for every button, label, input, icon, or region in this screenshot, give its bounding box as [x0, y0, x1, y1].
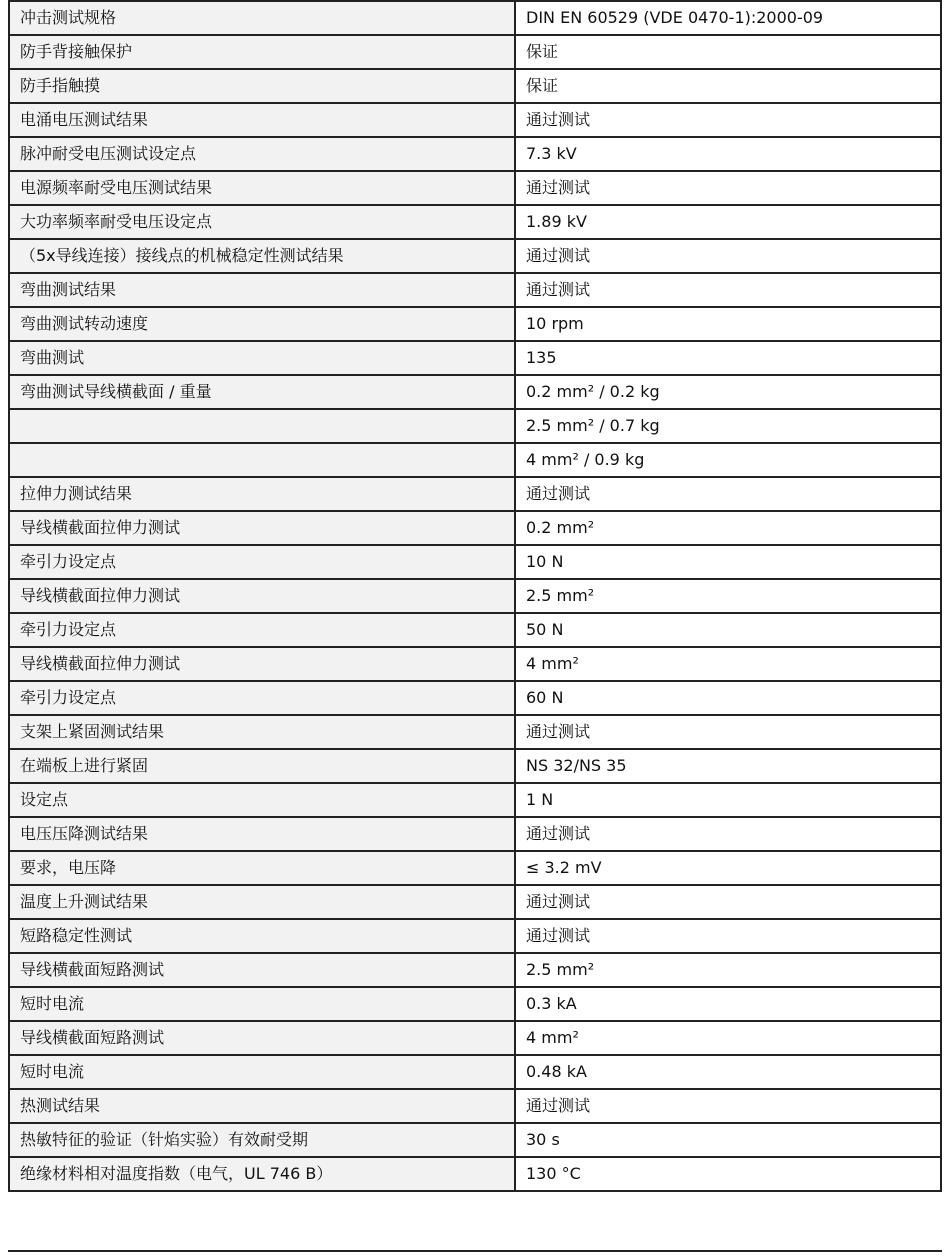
spec-value: 通过测试 — [515, 239, 941, 273]
spec-value: 通过测试 — [515, 1089, 941, 1123]
table-row — [9, 341, 941, 375]
spec-label: 弯曲测试 — [9, 341, 515, 375]
table-row — [9, 511, 941, 545]
spec-value: 10 N — [515, 545, 941, 579]
spec-value: 1.89 kV — [515, 205, 941, 239]
table-row — [9, 35, 941, 69]
table-row — [9, 239, 941, 273]
table-row — [9, 545, 941, 579]
spec-label: 导线横截面拉伸力测试 — [9, 511, 515, 545]
table-row — [9, 681, 941, 715]
table-row — [9, 171, 941, 205]
spec-label: 电涌电压测试结果 — [9, 103, 515, 137]
spec-value: 10 rpm — [515, 307, 941, 341]
spec-value: 4 mm² / 0.9 kg — [515, 443, 941, 477]
spec-label: 冲击测试规格 — [9, 1, 515, 35]
spec-label: 设定点 — [9, 783, 515, 817]
table-row — [9, 307, 941, 341]
table-row — [9, 477, 941, 511]
spec-label: 短时电流 — [9, 1055, 515, 1089]
table-row — [9, 69, 941, 103]
spec-value: 2.5 mm² — [515, 579, 941, 613]
spec-value: 0.2 mm² — [515, 511, 941, 545]
spec-value: 130 °C — [515, 1157, 941, 1191]
spec-label: 牵引力设定点 — [9, 545, 515, 579]
spec-label: 弯曲测试转动速度 — [9, 307, 515, 341]
spec-label: 拉伸力测试结果 — [9, 477, 515, 511]
spec-label: 牵引力设定点 — [9, 681, 515, 715]
table-row — [9, 1055, 941, 1089]
spec-value: 通过测试 — [515, 885, 941, 919]
spec-value: 保证 — [515, 35, 941, 69]
spec-label: 导线横截面拉伸力测试 — [9, 647, 515, 681]
table-row — [9, 817, 941, 851]
spec-label: 防手指触摸 — [9, 69, 515, 103]
spec-value: NS 32/NS 35 — [515, 749, 941, 783]
table-row — [9, 1, 941, 35]
spec-value: 50 N — [515, 613, 941, 647]
table-row — [9, 137, 941, 171]
spec-label: 大功率频率耐受电压设定点 — [9, 205, 515, 239]
spec-value: 通过测试 — [515, 919, 941, 953]
table-row — [9, 749, 941, 783]
spec-value: 0.48 kA — [515, 1055, 941, 1089]
table-row — [9, 851, 941, 885]
table-row — [9, 443, 941, 477]
spec-value: 2.5 mm² — [515, 953, 941, 987]
spec-table — [8, 0, 942, 1192]
table-row — [9, 783, 941, 817]
spec-value: 通过测试 — [515, 715, 941, 749]
spec-label: 电源频率耐受电压测试结果 — [9, 171, 515, 205]
spec-label: 弯曲测试结果 — [9, 273, 515, 307]
spec-label: 温度上升测试结果 — [9, 885, 515, 919]
table-row — [9, 987, 941, 1021]
spec-label: 防手背接触保护 — [9, 35, 515, 69]
spec-label: 导线横截面短路测试 — [9, 1021, 515, 1055]
spec-value: 0.3 kA — [515, 987, 941, 1021]
spec-value: 0.2 mm² / 0.2 kg — [515, 375, 941, 409]
table-row — [9, 919, 941, 953]
spec-value: 4 mm² — [515, 1021, 941, 1055]
table-row — [9, 1123, 941, 1157]
spec-value: ≤ 3.2 mV — [515, 851, 941, 885]
spec-label: 弯曲测试导线横截面 / 重量 — [9, 375, 515, 409]
spec-value: 135 — [515, 341, 941, 375]
spec-label: 支架上紧固测试结果 — [9, 715, 515, 749]
table-bottom-edge — [8, 1250, 942, 1257]
spec-value: 7.3 kV — [515, 137, 941, 171]
table-row — [9, 885, 941, 919]
spec-label: （5x导线连接）接线点的机械稳定性测试结果 — [9, 239, 515, 273]
spec-label: 绝缘材料相对温度指数（电气，UL 746 B） — [9, 1157, 515, 1191]
spec-value: DIN EN 60529 (VDE 0470-1):2000-09 — [515, 1, 941, 35]
spec-value: 通过测试 — [515, 171, 941, 205]
table-row — [9, 613, 941, 647]
table-row — [9, 579, 941, 613]
spec-label: 热敏特征的验证（针焰实验）有效耐受期 — [9, 1123, 515, 1157]
spec-label: 导线横截面拉伸力测试 — [9, 579, 515, 613]
table-row — [9, 715, 941, 749]
spec-label: 要求，电压降 — [9, 851, 515, 885]
table-row — [9, 273, 941, 307]
table-row — [9, 953, 941, 987]
spec-label — [9, 443, 515, 477]
spec-label: 在端板上进行紧固 — [9, 749, 515, 783]
spec-value: 60 N — [515, 681, 941, 715]
spec-value: 通过测试 — [515, 817, 941, 851]
spec-value: 保证 — [515, 69, 941, 103]
spec-value: 2.5 mm² / 0.7 kg — [515, 409, 941, 443]
table-row — [9, 375, 941, 409]
table-row — [9, 647, 941, 681]
table-row — [9, 1089, 941, 1123]
spec-label: 短时电流 — [9, 987, 515, 1021]
spec-value: 30 s — [515, 1123, 941, 1157]
spec-value: 通过测试 — [515, 103, 941, 137]
spec-label: 短路稳定性测试 — [9, 919, 515, 953]
table-row — [9, 1157, 941, 1191]
spec-value: 通过测试 — [515, 273, 941, 307]
spec-label — [9, 409, 515, 443]
table-row — [9, 409, 941, 443]
spec-value: 通过测试 — [515, 477, 941, 511]
spec-table-body — [9, 1, 941, 1191]
table-row — [9, 1021, 941, 1055]
table-row — [9, 205, 941, 239]
spec-value: 1 N — [515, 783, 941, 817]
spec-label: 脉冲耐受电压测试设定点 — [9, 137, 515, 171]
spec-label: 导线横截面短路测试 — [9, 953, 515, 987]
table-row — [9, 103, 941, 137]
spec-label: 热测试结果 — [9, 1089, 515, 1123]
spec-value: 4 mm² — [515, 647, 941, 681]
spec-label: 电压压降测试结果 — [9, 817, 515, 851]
spec-label: 牵引力设定点 — [9, 613, 515, 647]
